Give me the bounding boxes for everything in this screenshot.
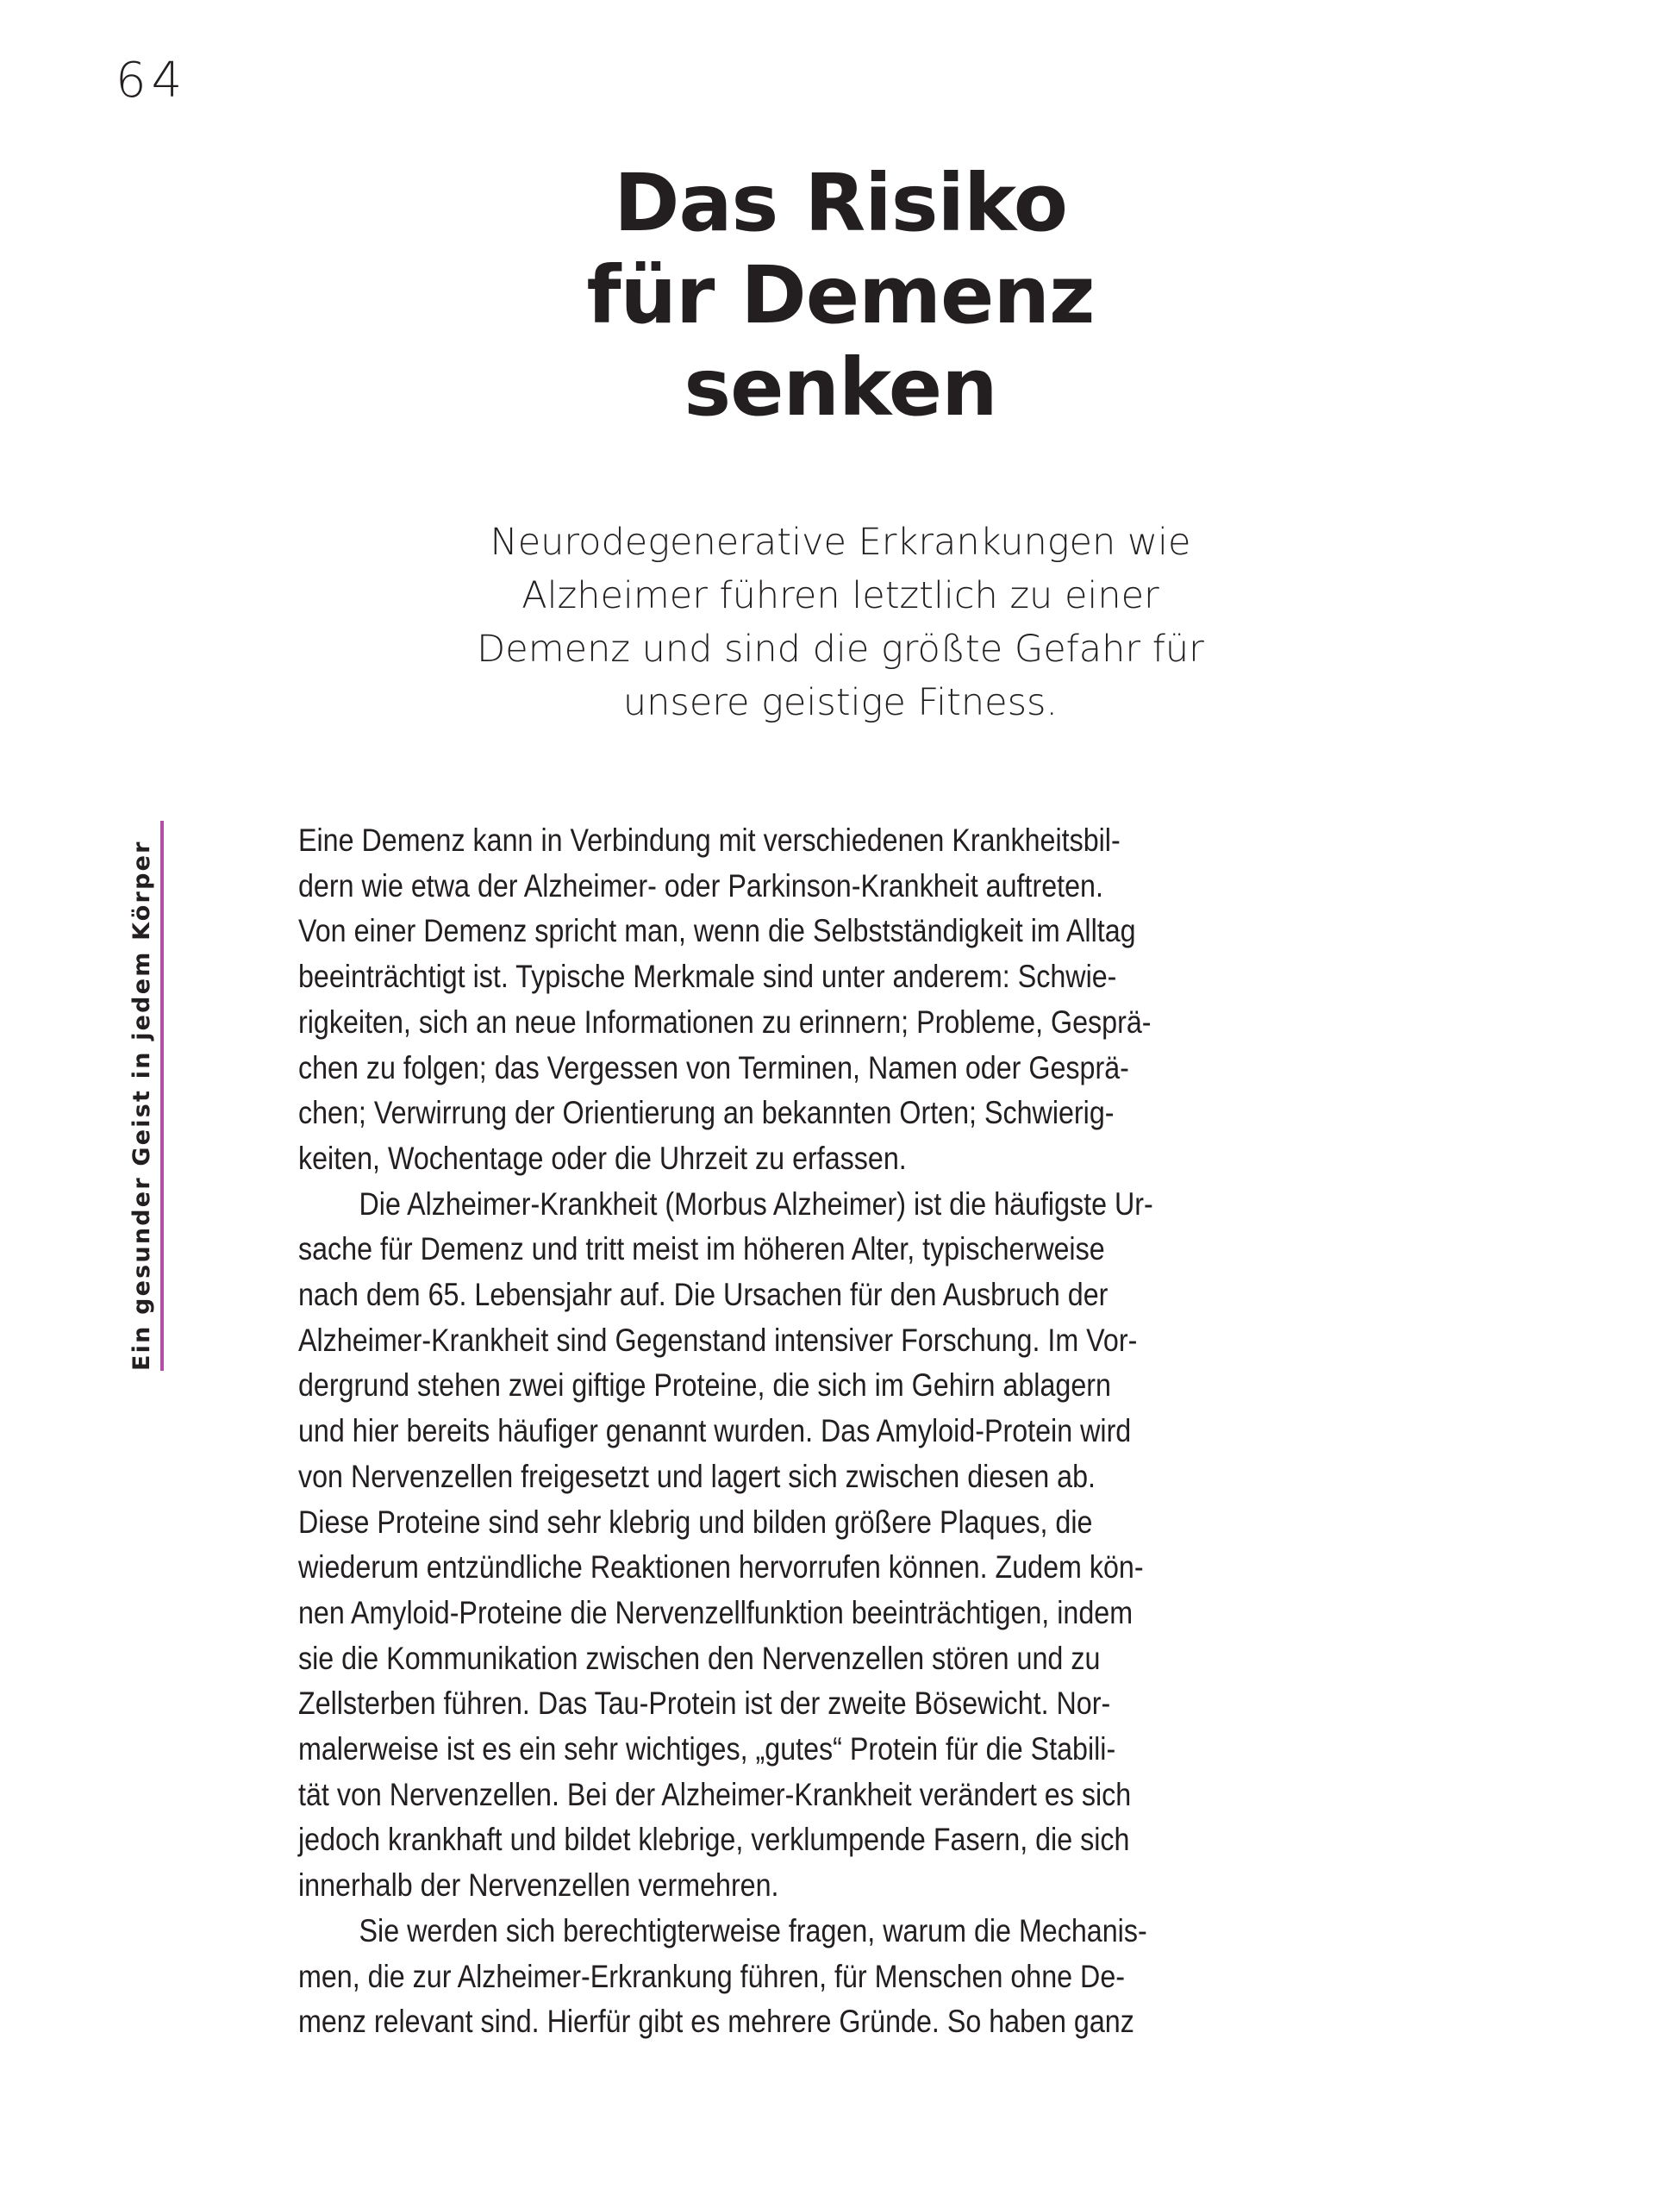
body-paragraph-1 <box>298 817 1402 1181</box>
lead-paragraph <box>397 516 1284 729</box>
lead-line: unsere geistige Fitness. <box>622 681 1059 724</box>
body-line: tät von Nervenzellen. Bei der Alzheimer-Krankheit verändert es sich <box>298 1775 1132 1812</box>
body-line: dern wie etwa der Alzheimer- oder Parkinson-Krankheit auftreten. <box>298 866 1103 904</box>
chapter-title-line: senken <box>684 341 997 434</box>
chapter-title-line: für Demenz <box>586 249 1095 341</box>
body-line: chen zu folgen; das Vergessen von Terminen, Namen oder Gesprä- <box>298 1048 1129 1085</box>
body-line: sie die Kommunikation zwischen den Nervenzellen stören und zu <box>298 1639 1101 1676</box>
running-head-rule <box>160 821 164 1371</box>
running-head <box>128 821 167 1371</box>
body-line: beeinträchtigt ist. Typische Merkmale sind unter anderem: Schwie- <box>298 958 1117 995</box>
body-text <box>298 817 1402 2044</box>
lead-line: Alzheimer führen letztlich zu einer <box>521 574 1159 617</box>
running-head-text: Ein gesunder Geist in jedem Körper <box>128 840 155 1371</box>
page-number: 64 <box>116 53 188 109</box>
body-line: Zellsterben führen. Das Tau-Protein ist der zweite Bösewicht. Nor- <box>298 1685 1111 1722</box>
body-line: sache für Demenz und tritt meist im höheren Alter, typischerweise <box>298 1230 1105 1267</box>
chapter-title <box>483 157 1198 434</box>
body-line: nach dem 65. Lebensjahr auf. Die Ursachen für den Ausbruch der <box>298 1276 1109 1313</box>
body-line: Alzheimer-Krankheit sind Gegenstand intensiver Forschung. Im Vor- <box>298 1321 1138 1358</box>
body-line: wiederum entzündliche Reaktionen hervorrufen können. Zudem kön- <box>298 1548 1144 1585</box>
body-line: nen Amyloid-Proteine die Nervenzellfunktion beeinträchtigen, indem <box>298 1593 1134 1630</box>
body-line: Eine Demenz kann in Verbindung mit verschiedenen Krankheitsbil- <box>298 822 1121 858</box>
body-line: dergrund stehen zwei giftige Proteine, die sich im Gehirn ablagern <box>298 1367 1111 1404</box>
body-line: Von einer Demenz spricht man, wenn die Selbstständigkeit im Alltag <box>298 912 1136 949</box>
body-line: innerhalb der Nervenzellen vermehren. <box>298 1867 779 1904</box>
body-line: Die Alzheimer-Krankheit (Morbus Alzheimer) ist die häufigste Ur- <box>359 1185 1153 1222</box>
body-line: malerweise ist es ein sehr wichtiges, „gutes“ Protein für die Stabili- <box>298 1730 1116 1767</box>
body-paragraph-2 <box>298 1181 1402 1908</box>
body-line: und hier bereits häufiger genannt wurden. Das Amyloid-Protein wird <box>298 1412 1132 1449</box>
body-line: men, die zur Alzheimer-Erkrankung führen, für Menschen ohne De- <box>298 1957 1126 1994</box>
body-line: Sie werden sich berechtigterweise fragen, warum die Mechanis- <box>359 1911 1147 1948</box>
body-line: menz relevant sind. Hierfür gibt es mehrere Gründe. So haben ganz <box>298 2003 1134 2040</box>
body-line: von Nervenzellen freigesetzt und lagert sich zwischen diesen ab. <box>298 1457 1096 1494</box>
lead-line: Neurodegenerative Erkrankungen wie <box>490 521 1191 564</box>
body-line: keiten, Wochentage oder die Uhrzeit zu erfassen. <box>298 1139 907 1176</box>
body-line: jedoch krankhaft und bildet klebrige, verklumpende Fasern, die sich <box>298 1821 1130 1858</box>
chapter-title-line: Das Risiko <box>614 157 1067 249</box>
body-line: rigkeiten, sich an neue Informationen zu erinnern; Probleme, Gesprä- <box>298 1003 1152 1040</box>
body-paragraph-3 <box>298 1908 1402 2044</box>
lead-line: Demenz und sind die größte Gefahr für <box>477 628 1204 671</box>
body-line: Diese Proteine sind sehr klebrig und bilden größere Plaques, die <box>298 1503 1093 1540</box>
body-line: chen; Verwirrung der Orientierung an bekannten Orten; Schwierig- <box>298 1094 1115 1131</box>
